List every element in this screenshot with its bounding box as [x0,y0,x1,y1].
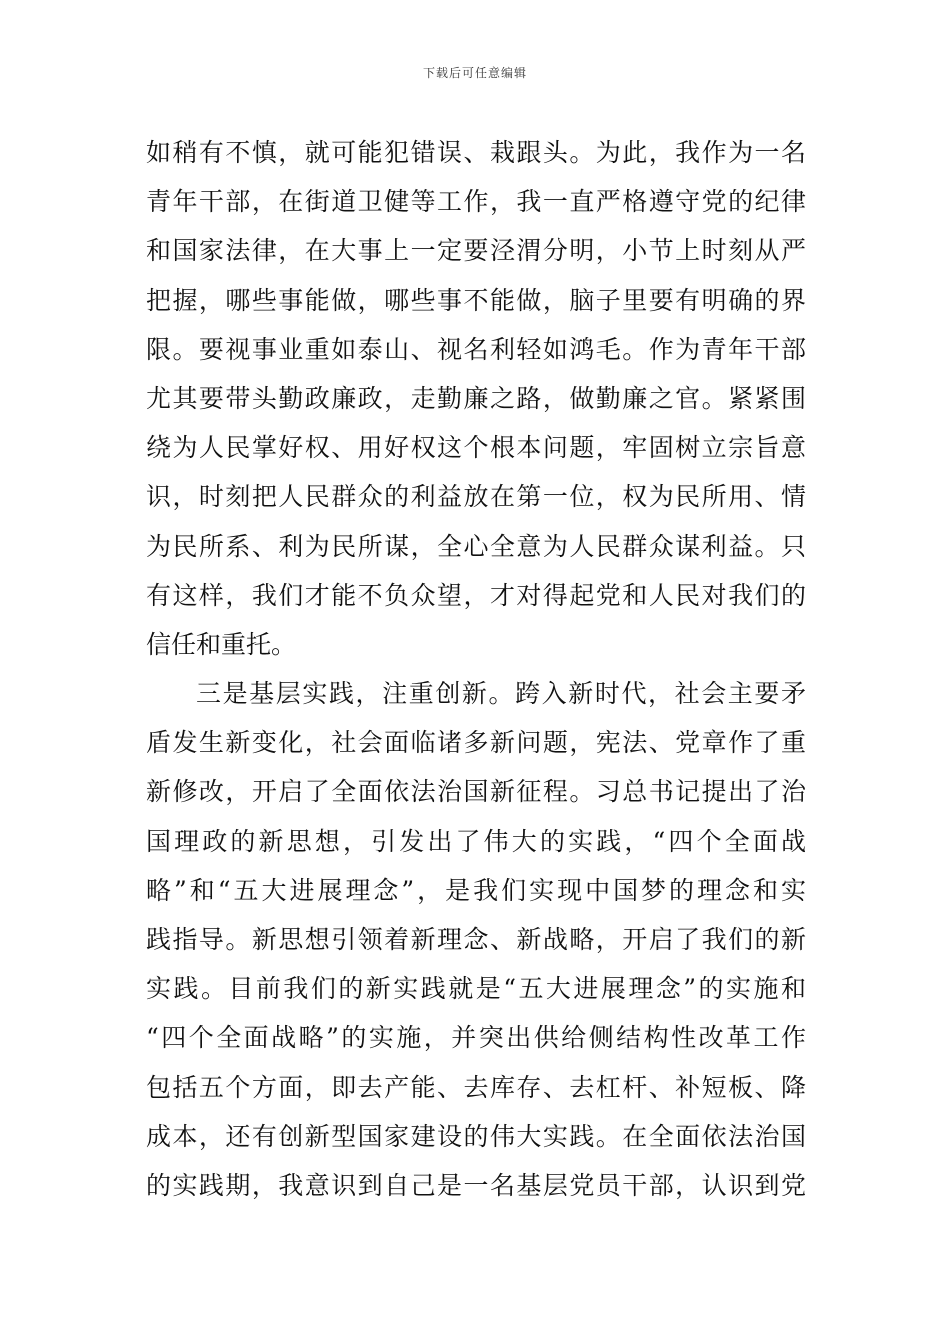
text-line: 和国家法律，在大事上一定要泾渭分明，小节上时刻从严 [146,236,806,266]
text-line: 信任和重托。 [146,629,297,659]
text-line: 践指导。新思想引领着新理念、新战略，开启了我们的新 [146,925,806,954]
text-line: 青年干部，在街道卫健等工作，我一直严格遵守党的纪律 [146,187,806,217]
text-line: 国理政的新思想，引发出了伟大的实践，“四个全面战 [146,826,806,856]
text-line: 包括五个方面，即去产能、去库存、去杠杆、补短板、降 [146,1072,806,1102]
text-line: 限。要视事业重如泰山、视名利轻如鸿毛。作为青年干部 [146,334,806,364]
text-line: 绕为人民掌好权、用好权这个根本问题，牢固树立宗旨意 [146,433,806,463]
text-line: 成本，还有创新型国家建设的伟大实践。在全面依法治国 [146,1121,806,1151]
text-line: 识，时刻把人民群众的利益放在第一位，权为民所用、情 [146,482,806,512]
text-line: 盾发生新变化，社会面临诸多新问题，宪法、党章作了重 [146,728,806,758]
text-line: 尤其要带头勤政廉政，走勤廉之路，做勤廉之官。紧紧围 [146,383,806,413]
page-header: 下载后可任意编辑 [422,66,527,80]
text-line: 新修改，开启了全面依法治国新征程。习总书记提出了治 [146,777,806,807]
paragraph-1 [146,128,806,669]
paragraph-2 [146,669,806,1210]
text-line: 如稍有不慎，就可能犯错误、栽跟头。为此，我作为一名 [146,138,806,167]
text-line: 把握，哪些事能做，哪些事不能做，脑子里要有明确的界 [146,285,806,315]
text-line: 的实践期，我意识到自己是一名基层党员干部，认识到党 [146,1170,806,1200]
text-line: 三是基层实践，注重创新。跨入新时代，社会主要矛 [196,679,806,709]
text-line: 实践。目前我们的新实践就是“五大进展理念”的实施和 [146,974,806,1004]
text-line: 为民所系、利为民所谋，全心全意为人民群众谋利益。只 [146,531,806,561]
text-line: 略”和“五大进展理念”，是我们实现中国梦的理念和实 [146,875,806,905]
document-body [146,128,806,1210]
text-line: “四个全面战略”的实施，并突出供给侧结构性改革工作 [146,1023,806,1053]
text-line: 有这样，我们才能不负众望，才对得起党和人民对我们的 [146,580,806,610]
